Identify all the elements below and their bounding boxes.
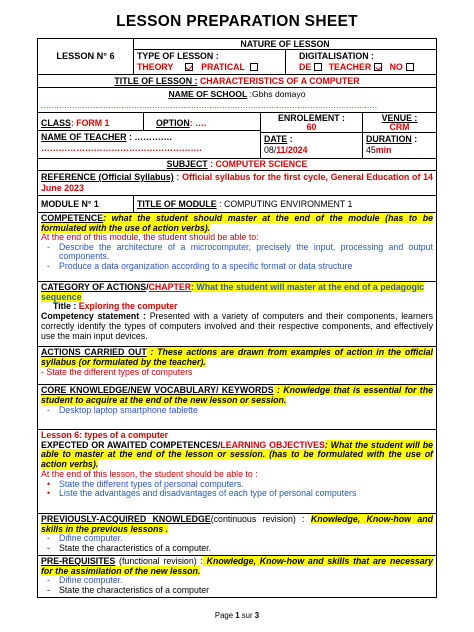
de-checkbox[interactable]: [314, 63, 322, 71]
actions-row: [38, 347, 436, 385]
prerequisites-list: [41, 576, 433, 595]
knowledge-hint: : Knowledge that is essential for the student to acquire at the end of the new lesson or session.: [41, 385, 433, 405]
module-number-cell: [38, 196, 134, 212]
category-label: CATEGORY OF ACTIONS: [41, 282, 147, 292]
objectives-hint: : What the student will be able to master at the end of the lesson or session. (has to be formulated with the use of action verbs).: [41, 439, 433, 470]
prerequisites-note: (functional revision) :: [115, 556, 203, 566]
list-item: • Liste the advantages and disadvantages of each type of personal computers: [47, 488, 357, 499]
enrolement-value: 60: [306, 122, 317, 132]
list-item: - Produce a data organization according to a specific format or data structure: [47, 260, 353, 271]
title-of-lesson-row: [38, 75, 436, 88]
pratical-label: PRATICAL: [201, 62, 245, 72]
date-day: 08/: [264, 145, 277, 155]
chapter-title-label: Title :: [53, 301, 77, 312]
lesson-sheet-table: [37, 38, 437, 598]
category-row: CATEGORY OF ACTIONS/CHAPTER: What the student will master at the end of a pedagogic sequence Title : Exploring the computer Competency statement : Presented with a variety of computers and their components, learners correctly identify the types of computers involved and their respective components, and effectively use the main input devices.: [38, 282, 436, 347]
list-item: - Difine computer.: [47, 575, 123, 586]
type-of-lesson-cell: [134, 50, 286, 74]
knowledge-list: [41, 406, 433, 416]
school-dots: ..................................................................................................................................: [41, 100, 378, 110]
option-cell: [144, 113, 260, 130]
option-label: OPTION: [156, 118, 190, 128]
reference-label: REFERENCE (Official Syllabus): [41, 172, 174, 182]
enrolement-cell: [261, 113, 362, 133]
duration-unit: min: [375, 145, 392, 155]
module-number: MODULE N° 1: [41, 199, 99, 209]
chapter-label: CHAPTER: [148, 282, 192, 292]
actions-hint: : These actions are drawn from examples of action in the official syllabus (or formulated by the teacher).: [41, 347, 434, 367]
module-row: [38, 196, 436, 213]
digitalisation-label: DIGITALISATION :: [299, 51, 374, 61]
date-label: DATE: [264, 134, 288, 144]
duration-cell: [363, 133, 436, 158]
venue-label: VENUE :: [381, 113, 418, 123]
lesson-name: Lesson 6: types of a computer: [41, 430, 169, 440]
reference-value: : Official syllabus for the first cycle, General Education of 14 June 2023: [41, 172, 433, 193]
subject-label: SUBJECT: [166, 159, 208, 169]
footer-page-label: Page: [214, 611, 236, 620]
prerequisites-row: [38, 556, 436, 597]
date-sep: :: [287, 134, 293, 144]
competence-row: [38, 213, 436, 282]
venue-cell: [363, 113, 436, 133]
competency-statement-value: Presented with a variety of computers and their components, learners correctly identify the types of computers involved and their respective components, and effectively use the main input devices.: [41, 311, 433, 341]
prerequisites-hint: Knowledge, Know-how and skills that are necessary for the assimilation of the new lesson.: [41, 556, 433, 576]
nature-heading: NATURE OF LESSON: [134, 39, 436, 50]
actions-label: ACTIONS CARRIED OUT: [41, 347, 147, 357]
teacher-name-value: : ………….: [126, 132, 172, 142]
nature-of-lesson: [134, 39, 436, 74]
type-label: TYPE OF LESSON :: [137, 51, 219, 61]
footer-current-page: 1: [235, 611, 240, 620]
list-item: - State the characteristics of a computer: [47, 584, 210, 595]
module-title-cell: [134, 196, 436, 212]
date-cell: [261, 133, 362, 158]
module-title-value: : COMPUTING ENVIRONMENT 1: [216, 199, 353, 209]
footer-total-pages: 3: [254, 611, 260, 620]
class-value: : FORM 1: [70, 118, 110, 128]
previous-knowledge-label: PREVIOUSLY-ACQUIRED KNOWLEDGE: [41, 514, 211, 524]
enrolement-label: ENROLEMENT :: [278, 113, 345, 123]
date-month-year: 11/2024: [276, 145, 308, 155]
title-of-lesson-label: TITLE OF LESSON :: [114, 76, 198, 86]
list-item: - Desktop laptop smartphone tablette: [47, 404, 198, 415]
duration-number: 45: [366, 145, 376, 155]
teacher-label: TEACHER: [328, 62, 372, 72]
knowledge-row: [38, 385, 436, 430]
school-label: NAME OF SCHOOL: [168, 89, 248, 99]
school-value: :Gbhs domayo: [247, 89, 306, 99]
list-item: - Describe the architecture of a microcomputer, precisely the input, processing and output components.: [47, 241, 433, 262]
no-label: NO: [389, 62, 403, 72]
pratical-checkbox[interactable]: [250, 63, 258, 71]
info-row: [38, 113, 436, 159]
competency-statement-label: Competency statement :: [41, 311, 146, 322]
previous-knowledge-note: (continuous revision) :: [210, 514, 305, 524]
category-hint: : What the student will master at the end of a pedagogic sequence: [41, 282, 425, 302]
teacher-checkbox[interactable]: [374, 63, 382, 71]
teacher-name-label: NAME OF TEACHER: [41, 132, 127, 142]
objectives-intro: At the end of this lesson, the student should be able to :: [41, 468, 258, 479]
prerequisites-label: PRE-REQUISITES: [41, 556, 116, 566]
subject-row: [38, 159, 436, 171]
footer-sur: sur: [239, 611, 255, 620]
lesson-number-cell: [38, 39, 134, 74]
actions-item: - State the different types of computers: [41, 366, 193, 377]
objectives-label-red: LEARNING OBJECTIVES: [220, 439, 325, 450]
objectives-row: [38, 430, 436, 514]
class-cell: [38, 113, 144, 130]
previous-knowledge-list: [41, 534, 433, 553]
venue-value: CRM: [389, 122, 410, 132]
list-item: - State the characteristics of a computer.: [47, 542, 212, 553]
competence-label: COMPETENCE: [41, 213, 104, 223]
objectives-label: EXPECTED OR AWAITED COMPETENCES/: [41, 439, 221, 450]
title-of-lesson-value: CHARACTERISTICS OF A COMPUTER: [199, 76, 360, 86]
previous-knowledge-row: [38, 514, 436, 556]
objectives-list: [41, 480, 433, 499]
lesson-number: LESSON N° 6: [56, 51, 115, 62]
list-item: - Difine computer.: [47, 533, 123, 544]
school-row: [38, 88, 436, 113]
duration-sep: :: [411, 134, 418, 144]
teacher-dots: ……………………………………………….: [41, 143, 202, 153]
competence-hint: : what the student should master at the end of the module (has to be formulated with the use of action verbs).: [41, 213, 433, 233]
chapter-title-value: Exploring the computer: [76, 301, 178, 312]
page-footer: [0, 611, 474, 620]
no-checkbox[interactable]: [406, 63, 414, 71]
module-title-label: TITLE OF MODULE: [137, 199, 217, 209]
de-label: DE: [299, 62, 312, 72]
competence-list: [41, 243, 433, 272]
digitalisation-cell: [286, 50, 436, 74]
sheet-title: LESSON PREPARATION SHEET: [116, 13, 358, 30]
list-item: • State the different types of personal computers.: [47, 478, 244, 489]
theory-checkbox[interactable]: [185, 63, 193, 71]
lesson-header-row: [38, 39, 436, 75]
theory-label: THEORY: [137, 62, 174, 72]
competence-intro: At the end of this module, the student should be able to:: [41, 232, 259, 243]
reference-row: [38, 171, 436, 196]
option-value: : ….: [189, 118, 207, 128]
subject-value: : COMPUTER SCIENCE: [207, 159, 308, 169]
knowledge-label: CORE KNOWLEDGE/NEW VOCABULARY/ KEYWORDS: [41, 385, 274, 395]
duration-label: DURATION: [366, 134, 412, 144]
previous-knowledge-hint: Knowledge, Know-how and skills in the previous lessons .: [41, 514, 433, 534]
teacher-cell: [38, 131, 260, 158]
class-label: CLASS: [41, 118, 71, 128]
